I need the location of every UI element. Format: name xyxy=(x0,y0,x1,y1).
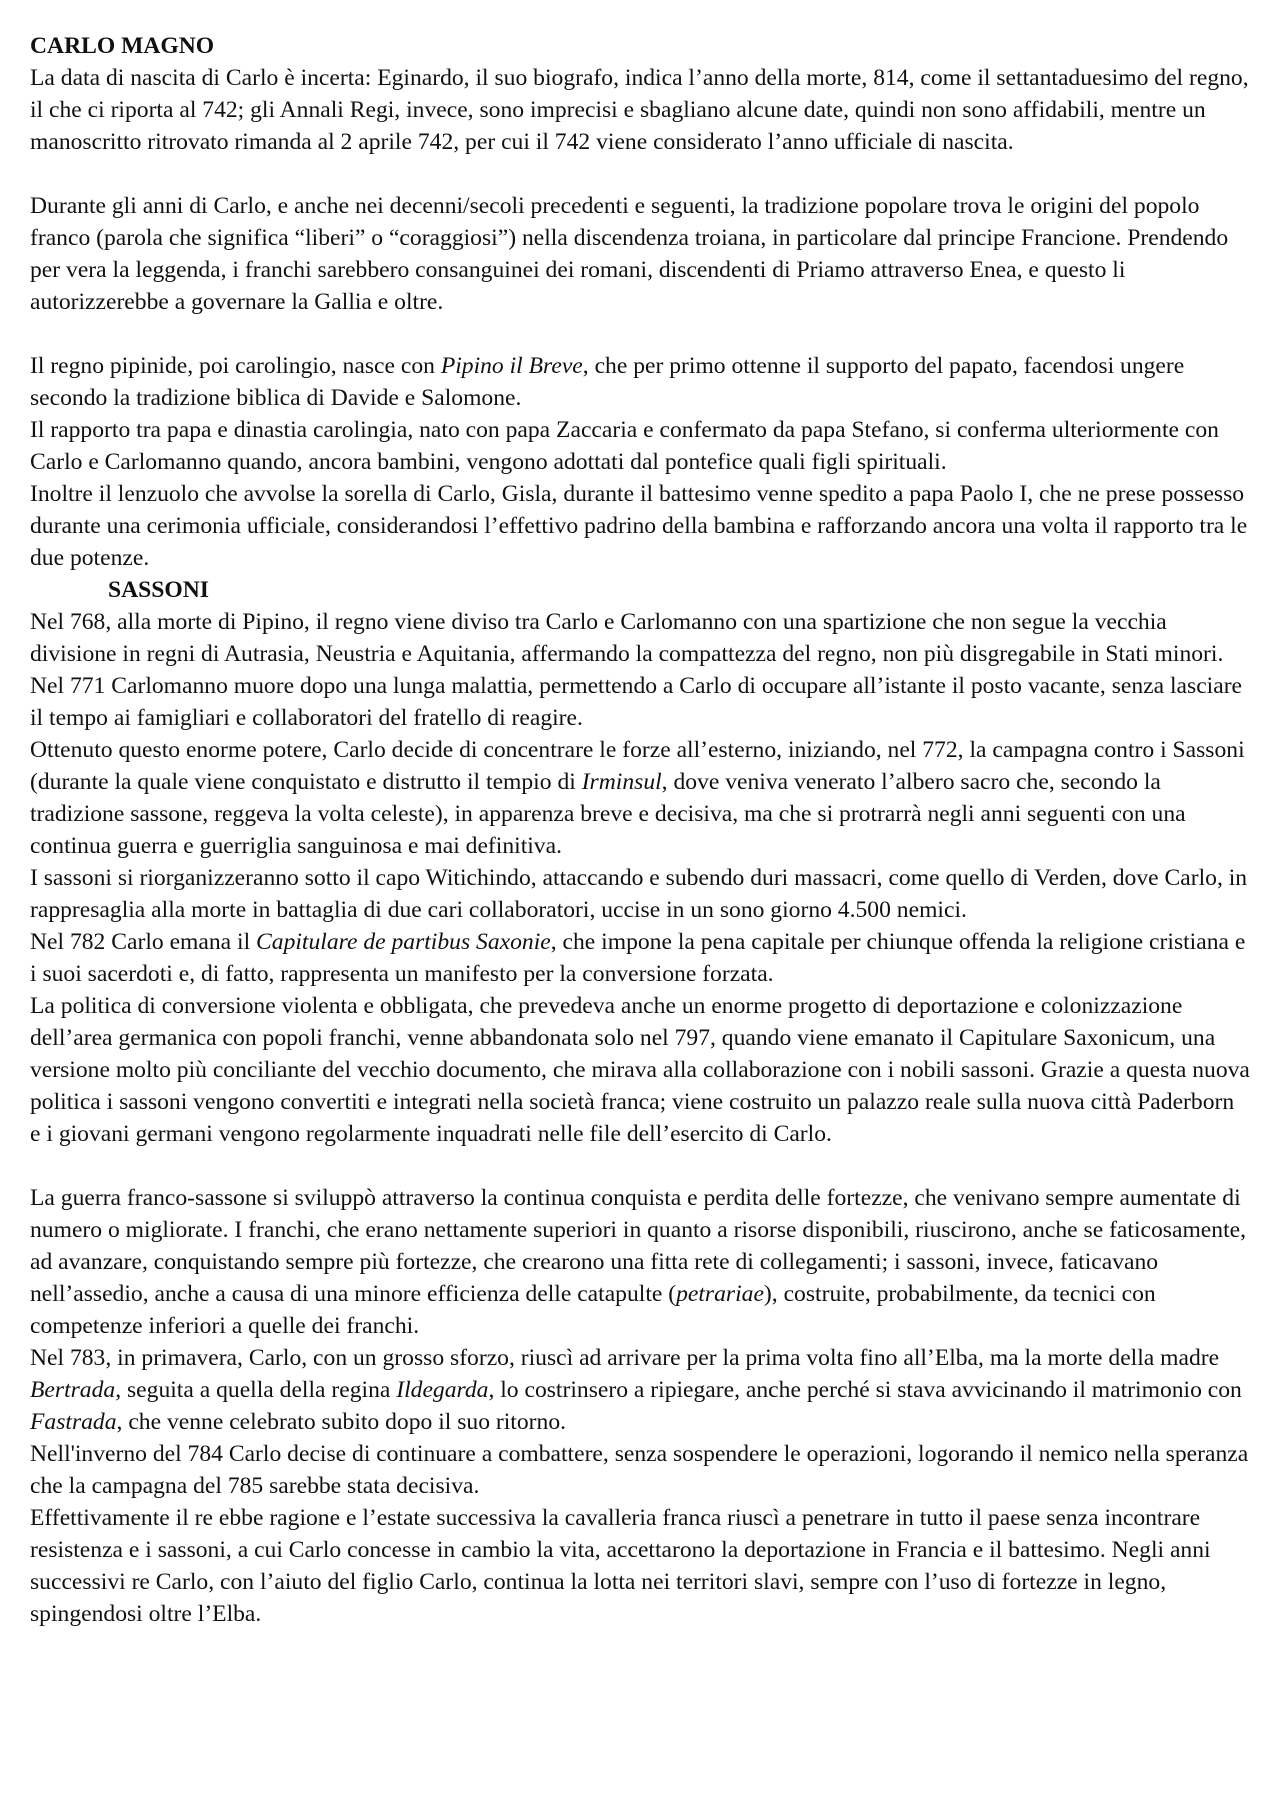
paragraph-gap xyxy=(30,318,1250,350)
paragraph-kingdom-division: Nel 768, alla morte di Pipino, il regno viene diviso tra Carlo e Carlomanno con una spartizione che non segue la vecchia divisione in regni di Autrasia, Neustria e Aquitania, affermando la compattezza del regno, non più disgregabile in Stati minori. xyxy=(30,609,1224,667)
paragraph-conversion-policy: La politica di conversione violenta e obbligata, che prevedeva anche un enorme progetto di deportazione e colonizzazione dell’area germanica con popoli franchi, venne abbandonata solo nel 797, quando viene emanato il Capitulare Saxonicum, una versione molto più conciliante del vecchio documento, che mirava alla collaborazione con i nobili sassoni. Grazie a questa nuova politica i sassoni vengono convertiti e integrati nella società franca; viene costruito un palazzo reale sulla nuova città Paderborn e i giovani germani vengono regolarmente inquadrati nelle file dell’esercito di Carlo. xyxy=(30,993,1250,1147)
paragraph-victory-785: Effettivamente il re ebbe ragione e l’estate successiva la cavalleria franca riuscì a penetrare in tutto il paese senza incontrare resistenza e i sassoni, a cui Carlo concesse in cambio la vita, accettarono la deportazione in Francia e il battesimo. Negli anni successivi re Carlo, con l’aiuto del figlio Carlo, continua la lotta nei territori slavi, sempre con l’uso di fortezze in legno, spingendosi oltre l’Elba. xyxy=(30,1505,1211,1627)
paragraph-papal-relationship: Il rapporto tra papa e dinastia carolingia, nato con papa Zaccaria e confermato da papa Stefano, si conferma ulteriormente con Carlo e Carlomanno quando, ancora bambini, vengono adottati dal pontefice quali figli spirituali. xyxy=(30,417,1219,475)
italic-term: Bertrada xyxy=(30,1377,116,1403)
paragraph-gisla-baptism: Inoltre il lenzuolo che avvolse la sorella di Carlo, Gisla, durante il battesimo venne spedito a papa Paolo I, che ne prese possesso durante una cerimonia ufficiale, considerandosi l’effettivo padrino della bambina e rafforzando ancora una volta il rapporto tra le due potenze. xyxy=(30,481,1248,571)
paragraph-trojan-origins: Durante gli anni di Carlo, e anche nei decenni/secoli precedenti e seguenti, la tradizione popolare trova le origini del popolo franco (parola che significa “liberi” o “coraggiosi”) nella discendenza troiana, in particolare dal principe Francione. Prendendo per vera la leggenda, i franchi sarebbero consanguinei dei romani, discendenti di Priamo attraverso Enea, e questo li autorizzerebbe a governare la Gallia e oltre. xyxy=(30,193,1229,315)
paragraph-elba-783: Nel 783, in primavera, Carlo, con un grosso sforzo, riuscì ad arrivare per la prima volta fino all’Elba, ma la morte della madre Bertrada, seguita a quella della regina Ildegarda, lo costrinsero a ripiegare, anche perché si stava avvicinando il matrimonio con Fastrada, che venne celebrato subito dopo il suo ritorno. xyxy=(30,1345,1242,1435)
paragraph-witichindo: I sassoni si riorganizzeranno sotto il capo Witichindo, attaccando e subendo duri massacri, come quello di Verden, dove Carlo, in rappresaglia alla morte in battaglia di due cari collaboratori, uccise in un sono giorno 4.500 nemici. xyxy=(30,865,1248,923)
italic-term: Irminsul xyxy=(581,769,662,795)
paragraph-carlomanno-death: Nel 771 Carlomanno muore dopo una lunga malattia, permettendo a Carlo di occupare all’istante il posto vacante, senza lasciare il tempo ai famigliari e collaboratori del fratello di reagire. xyxy=(30,673,1243,731)
paragraph-gap xyxy=(30,1150,1250,1182)
paragraph-gap xyxy=(30,158,1250,190)
italic-term: petrariae xyxy=(676,1281,764,1307)
italic-term: Fastrada xyxy=(30,1409,117,1435)
paragraph-pipino-kingdom: Il regno pipinide, poi carolingio, nasce con Pipino il Breve, che per primo ottenne il supporto del papato, facendosi ungere secondo la tradizione biblica di Davide e Salomone. xyxy=(30,353,1185,411)
section-title-sassoni: SASSONI xyxy=(108,577,209,603)
paragraph-fortress-war: La guerra franco-sassone si sviluppò attraverso la continua conquista e perdita delle fortezze, che venivano sempre aumentate di numero o migliorate. I franchi, che erano nettamente superiori in quanto a risorse disponibili, riuscirono, anche se faticosamente, ad avanzare, conquistando sempre più fortezze, che crearono una fitta rete di collegamenti; i sassoni, invece, faticavano nell’assedio, anche a causa di una minore efficienza delle catapulte (petrariae), costruite, probabilmente, da tecnici con competenze inferiori a quelle dei franchi. xyxy=(30,1185,1246,1339)
italic-term: Capitulare de partibus Saxonie xyxy=(256,929,551,955)
italic-term: Pipino il Breve xyxy=(440,353,583,379)
paragraph-winter-784: Nell'inverno del 784 Carlo decise di continuare a combattere, senza sospendere le operazioni, logorando il nemico nella speranza che la campagna del 785 sarebbe stata decisiva. xyxy=(30,1441,1249,1499)
paragraph-saxon-campaign: Ottenuto questo enorme potere, Carlo decide di concentrare le forze all’esterno, iniziando, nel 772, la campagna contro i Sassoni (durante la quale viene conquistato e distrutto il tempio di Irminsul, dove veniva venerato l’albero sacro che, secondo la tradizione sassone, reggeva la volta celeste), in apparenza breve e decisiva, ma che si protrarrà negli anni seguenti con una continua guerra e guerriglia sanguinosa e mai definitiva. xyxy=(30,737,1245,859)
document-title: CARLO MAGNO xyxy=(30,33,215,59)
paragraph-birth-date: La data di nascita di Carlo è incerta: Eginardo, il suo biografo, indica l’anno della morte, 814, come il settantaduesimo del regno, il che ci riporta al 742; gli Annali Regi, invece, sono imprecisi e sbagliano alcune date, quindi non sono affidabili, mentre un manoscritto ritrovato rimanda al 2 aprile 742, per cui il 742 viene considerato l’anno ufficiale di nascita. xyxy=(30,65,1249,155)
paragraph-capitulare: Nel 782 Carlo emana il Capitulare de partibus Saxonie, che impone la pena capitale per chiunque offenda la religione cristiana e i suoi sacerdoti e, di fatto, rappresenta un manifesto per la conversione forzata. xyxy=(30,929,1246,987)
italic-term: Ildegarda xyxy=(396,1377,489,1403)
